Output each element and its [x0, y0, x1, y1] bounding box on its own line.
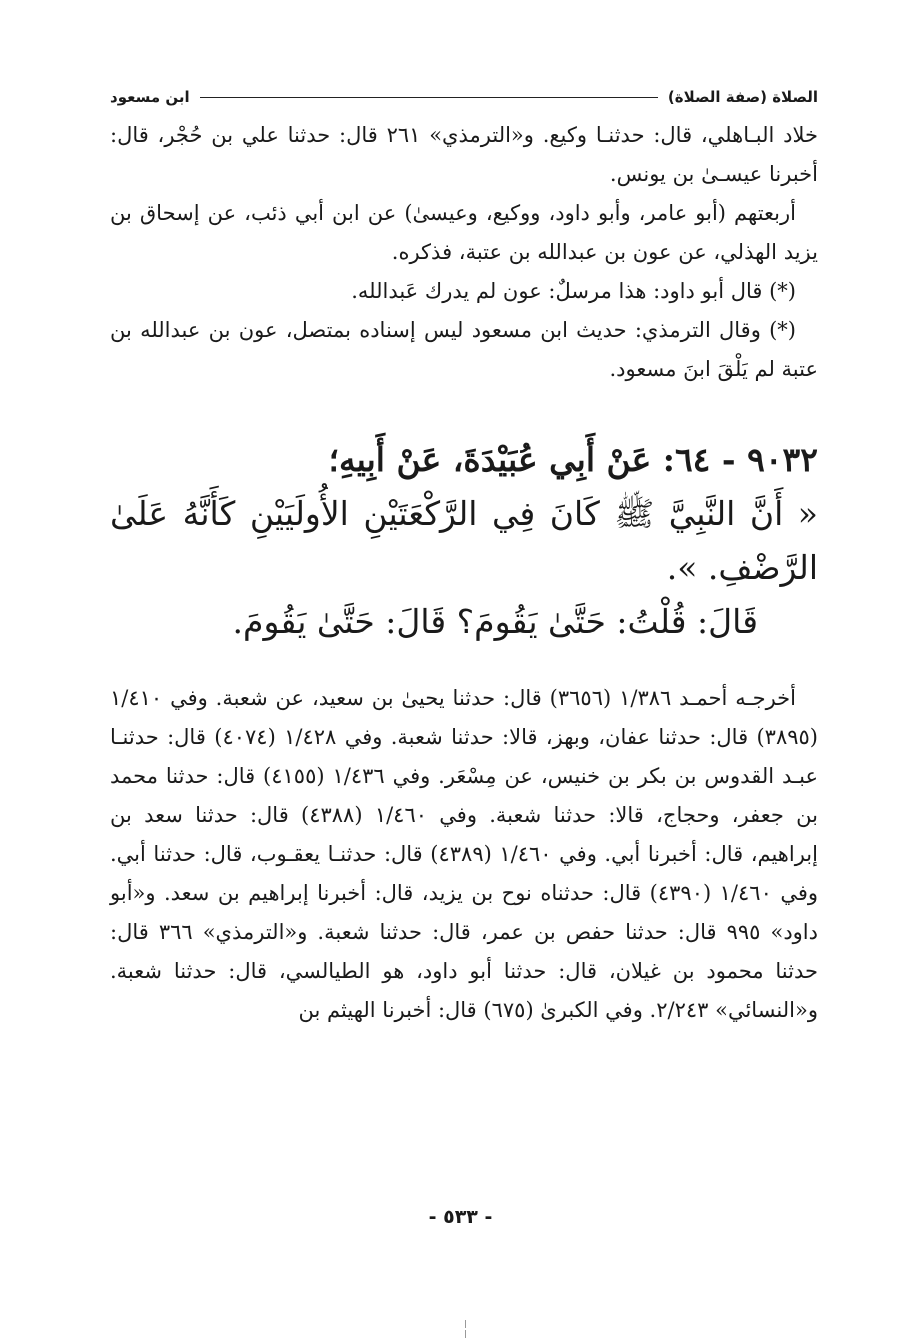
takhrij-text: أخرجـه أحمـد ١/٣٨٦ (٣٦٥٦) قال: حدثنا يحيىٰ بن سعيد، عن شعبة. وفي ١/٤١٠ (٣٨٩٥) قال: حدثنا عفان، وبهز، قالا: حدثنا شعبة. وفي ١/٤٢٨ (٤٠٧٤) قال: حدثنـا عبـد القدوس بن بكر بن خنيس، عن مِسْعَر. وفي ١/٤٣٦ (٤١٥٥) قال: حدثنا محمد بن جعفر، وحجاج، قالا: حدثنا شعبة. وفي ١/٤٦٠ (٤٣٨٨) قال: حدثنا سعد بن إبراهيم، قال: أخبرنا أبي. وفي ١/٤٦٠ (٤٣٨٩) قال: حدثنـا يعقـوب، قال: حدثنا أبي. وفي ١/٤٦٠ (٤٣٩٠) قال: حدثناه نوح بن يزيد، قال: أخبرنا إبراهيم بن سعد. و«أبو داود» ٩٩٥ قال: حدثنا حفص بن عمر، قال: حدثنا شعبة. و«الترمذي» ٣٦٦ قال: حدثنا محمود بن غيلان، قال: حدثنا أبو داود، هو الطيالسي، قال: حدثنا شعبة. و«النسائي» ٢/٢٤٣. وفي الكبرىٰ (٦٧٥) قال: أخبرنا الهيثم بن [110, 686, 819, 1022]
paragraph: أربعتهم (أبو عامر، وأبو داود، ووكيع، وعيسىٰ) عن ابن أبي ذئب، عن إسحاق بن يزيد الهذلي، عن عون بن عبدالله بن عتبة، فذكره. [110, 201, 818, 264]
note-tirmidhi: (*) وقال الترمذي: حديث ابن مسعود ليس إسناده بمتصل، عون بن عبدالله بن عتبة لم يَلْقَ ابنَ مسعود. [110, 318, 818, 381]
takhrij-block [110, 679, 818, 1030]
page-body [110, 84, 818, 1030]
paragraph: خلاد البـاهلي، قال: حدثنـا وكيع. و«الترمذي» ٢٦١ قال: حدثنا علي بن حُجْر، قال: أخبرنا عيسـىٰ بن يونس. [110, 123, 818, 186]
intro-text [110, 116, 818, 389]
note-abudawud: (*) قال أبو داود: هذا مرسلٌ: عون لم يدرك عَبدالله. [351, 279, 796, 303]
hadith-dialog: قَالَ: قُلْتُ: حَتَّىٰ يَقُومَ؟ قَالَ: حَتَّىٰ يَقُومَ. [232, 602, 758, 641]
running-header [110, 84, 818, 110]
hadith-heading: ٩٠٣٢ - ٦٤: عَنْ أَبِي عُبَيْدَةَ، عَنْ أَبِيهِ؛ [328, 440, 818, 479]
header-section-title: ابن مسعود [110, 88, 190, 106]
header-rule [200, 97, 658, 98]
hadith-text: « أَنَّ النَّبِيَّ ﷺ كَانَ فِي الرَّكْعَتَيْنِ الأُولَيَيْنِ كَأَنَّهُ عَلَىٰ الرَّضْفِ. ». [110, 494, 818, 587]
header-chapter-title: الصلاة (صفة الصلاة) [667, 88, 818, 106]
page-number: - ٥٣٣ - [428, 1206, 493, 1228]
scan-mark [455, 1318, 475, 1343]
hadith-block [110, 433, 818, 649]
